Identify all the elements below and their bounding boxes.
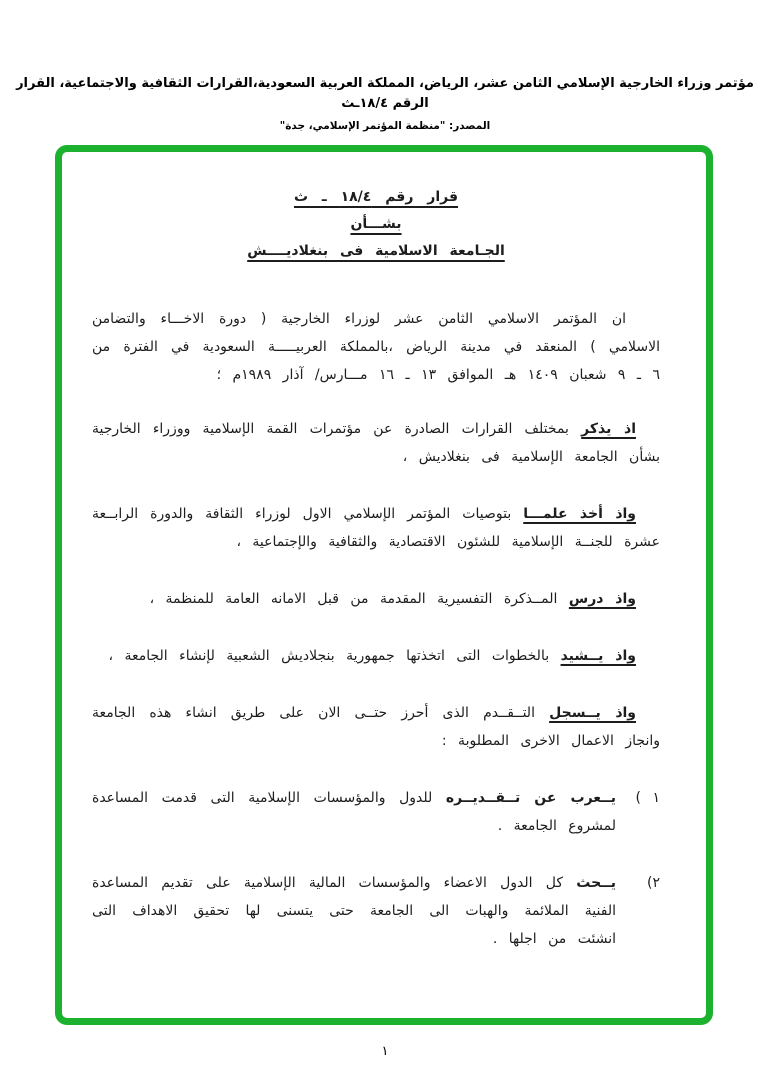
resolution-title-block [92, 184, 660, 265]
item-lead: يــعرب عن تــقــديــره [445, 790, 617, 806]
resolution-regarding-line [92, 211, 660, 238]
paragraph-commending [92, 642, 660, 670]
paragraph-lead: واذ درس [568, 591, 636, 607]
item-lead: يــحث [576, 875, 616, 891]
paragraph-lead: واذ أخذ علمـــا [523, 506, 637, 522]
paragraph-text: بتوصيات المؤتمر الإسلامي الاول لوزراء الثقافة والدورة الرابــعة عشرة للجنــة الإسلامية للشئون الاقتصادية والثقافية والإجتماعية ، [92, 506, 660, 550]
item-text: كل الدول الاعضاء والمؤسسات المالية الإسلامية على تقديم المساعدة الفنية الملائمة والهبات الى الجامعة حتى يتسنى لها تحقيق الاهداف التى انشئت من اجلها . [92, 875, 616, 947]
document-header [0, 74, 770, 132]
paragraph-lead: واذ يــسجل [549, 705, 637, 721]
document-body [62, 152, 706, 1018]
item-body [92, 784, 616, 840]
paragraph-text: التــقــدم الذى أحرز حتــى الان على طريق انشاء هذه الجامعة وانجاز الاعمال الاخرى المطلوبة : [92, 705, 660, 749]
resolution-number-line [92, 184, 660, 211]
page-number: ١ [381, 1044, 389, 1059]
paragraph-lead: واذ يــشيد [560, 648, 636, 664]
operative-item-1 [92, 784, 660, 840]
resolution-number: قرار رقم ١٨/٤ ـ ث [293, 189, 459, 205]
paragraph-preamble-session [92, 305, 660, 389]
paragraph-having-studied [92, 585, 660, 613]
paragraph-text: بالخطوات التى اتخذتها جمهورية بنجلاديش الشعبية لإنشاء الجامعة ، [108, 648, 550, 664]
resolution-subject-line [92, 238, 660, 265]
paragraph-text: ان المؤتمر الاسلامي الثامن عشر لوزراء الخارجية ( دورة الاخـــاء والتضامن الاسلامي ) المنعقد في مدينة الرياض ،بالمملكة العربيـــــة السعودية في الفترة من ٦ ـ ٩ شعبان ١٤٠٩ هـ الموافق ١٣ ـ ١٦ مـــارس/ آذار ١٩٨٩م ؛ [92, 311, 660, 383]
item-number: ٢) [647, 875, 660, 891]
resolution-regarding: بشـــأن [350, 216, 402, 232]
item-text: للدول والمؤسسات الإسلامية التى قدمت المساعدة لمشروع الجامعة . [92, 790, 616, 834]
document-frame [55, 145, 713, 1025]
resolution-subject: الجـامعة الاسلامية فى بنغلاديــــش [247, 243, 505, 259]
operative-item-2 [92, 869, 660, 953]
paragraph-taking-note [92, 500, 660, 556]
paragraph-lead: اذ يذكر [581, 421, 636, 437]
paragraph-text: بمختلف القرارات الصادرة عن مؤتمرات القمة الإسلامية ووزراء الخارجية بشأن الجامعة الإسلامية فى بنغلاديش ، [92, 421, 660, 465]
paragraph-text: المــذكرة التفسيرية المقدمة من قبل الامانه العامة للمنظمة ، [149, 591, 558, 607]
header-source: المصدر: "منظمة المؤتمر الإسلامي، جدة" [279, 120, 491, 132]
item-number: ١ ) [635, 790, 660, 806]
header-title: مؤتمر وزراء الخارجية الإسلامي الثامن عشر، الرياض، المملكة العربية السعودية،القرارات الثقافية والاجتماعية، القرار الرقم ١٨/٤ـث [16, 76, 754, 111]
item-body [92, 869, 616, 953]
paragraph-noting-progress [92, 699, 660, 755]
paragraph-recalling [92, 415, 660, 471]
